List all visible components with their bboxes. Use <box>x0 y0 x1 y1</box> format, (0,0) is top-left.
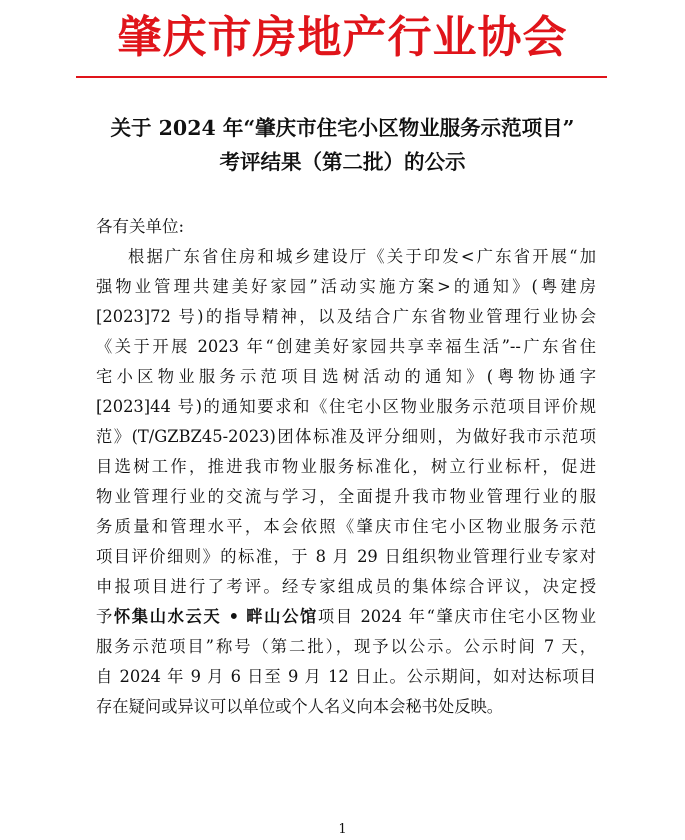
body-line: 申报项目进行了考评。经专家组成员的集体综合评议，决定授 <box>96 577 596 596</box>
award-prefix: 予 <box>96 607 114 626</box>
body-line: 范》(T/GZBZ45-2023)团体标准及评分细则，为做好我市示范项 <box>96 427 596 446</box>
page-number: 1 <box>338 822 347 837</box>
document-title-line-2: 考评结果（第二批）的公示 <box>219 150 466 174</box>
body-line: 服务示范项目”称号（第二批），现予以公示。公示时间 7 天， <box>96 637 596 656</box>
body-line: [2023]72 号)的指导精神，以及结合广东省物业管理行业协会 <box>96 307 596 326</box>
award-line <box>96 602 596 632</box>
body-line: 务质量和管理水平，本会依照《肇庆市住宅小区物业服务示范 <box>96 517 596 536</box>
body-line: 宅小区物业服务示范项目选树活动的通知》(粤物协通字 <box>96 367 596 386</box>
body-line: 强物业管理共建美好家园”活动实施方案>的通知》(粤建房 <box>96 277 596 296</box>
body-line: 目选树工作，推进我市物业服务标准化，树立行业标杆，促进 <box>96 457 596 476</box>
document-title-line-1: 关于 2024 年“肇庆市住宅小区物业服务示范项目” <box>110 116 575 140</box>
letterhead-divider <box>76 76 607 78</box>
body-line: 项目评价细则》的标准，于 8 月 29 日组织物业管理行业专家对 <box>96 547 596 566</box>
organization-letterhead: 肇庆市房地产行业协会 <box>117 12 568 63</box>
body-line: 根据广东省住房和城乡建设厅《关于印发<广东省开展“加 <box>128 247 596 266</box>
body-paragraph <box>96 242 596 722</box>
body-line: [2023]44 号)的通知要求和《住宅小区物业服务示范项目评价规 <box>96 397 596 416</box>
salutation: 各有关单位: <box>96 217 185 236</box>
body-line: 《关于开展 2023 年“创建美好家园共享幸福生活”--广东省住 <box>96 337 596 356</box>
body-line: 存在疑问或异议可以单位或个人名义向本会秘书处反映。 <box>96 697 504 716</box>
body-line: 自 2024 年 9 月 6 日至 9 月 12 日止。公示期间，如对达标项目 <box>96 667 596 686</box>
body-line: 物业管理行业的交流与学习，全面提升我市物业管理行业的服 <box>96 487 596 506</box>
award-project-name: 怀集山水云天 • 畔山公馆 <box>113 607 318 626</box>
award-suffix: 项目 2024 年“肇庆市住宅小区物业 <box>317 607 596 626</box>
